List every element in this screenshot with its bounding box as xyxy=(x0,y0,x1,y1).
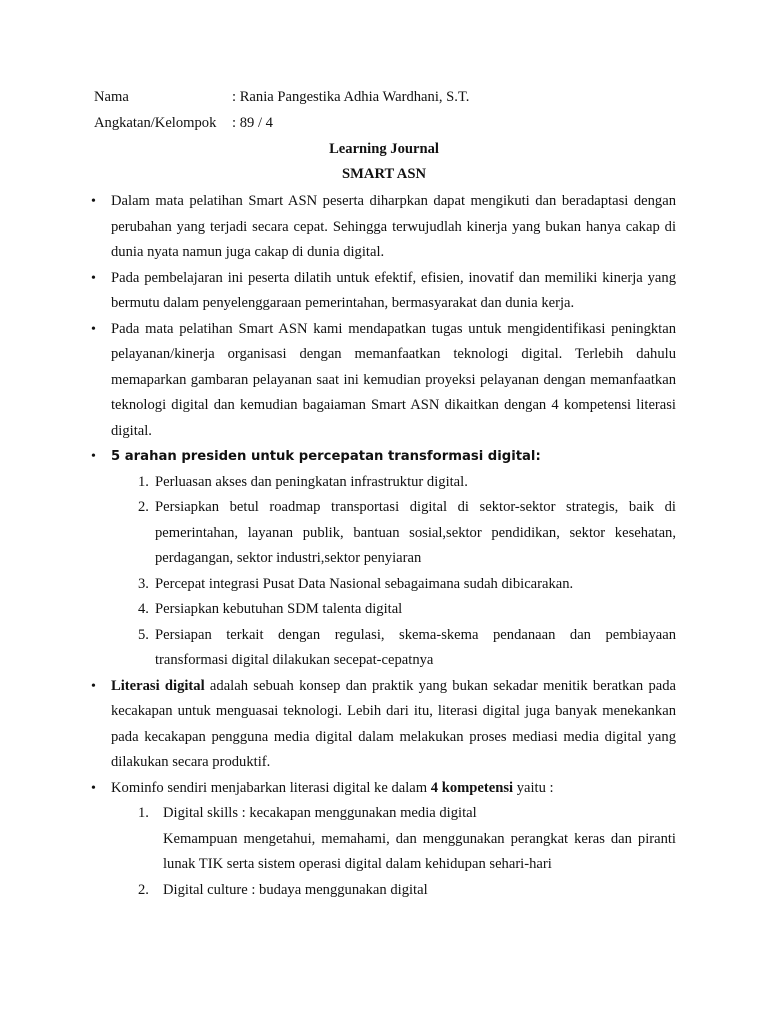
bullet-item-6 xyxy=(96,776,676,802)
list-text: Persiapan terkait dengan regulasi, skema-skema pendanaan dan pembiayaan transformasi digital dilakukan secepat-cepatnya xyxy=(155,626,676,668)
list-number: 2. xyxy=(138,881,149,898)
competency-list xyxy=(96,801,676,903)
list-item xyxy=(96,623,676,674)
list-item xyxy=(96,878,676,904)
literasi-digital-definition: adalah sebuah konsep dan praktik yang bukan sekadar menitik beratkan pada kecakapan untuk menguasai teknologi. Lebih dari itu, literasi digital juga banyak menekankan pada kecakapan pengguna media digital dalam melakukan proses mediasi media digital yang dilakukan secara produktif. xyxy=(111,677,676,770)
group-row xyxy=(94,111,694,137)
list-item xyxy=(96,572,676,598)
bullet-text xyxy=(111,674,676,776)
list-item xyxy=(96,470,676,496)
bullet-item-1 xyxy=(96,189,676,266)
group-value: : 89 / 4 xyxy=(232,115,273,131)
bullet-item-2 xyxy=(96,266,676,317)
list-text: Digital culture : budaya menggunakan digital xyxy=(163,881,428,898)
list-number: 1. xyxy=(138,473,149,490)
competency-intro: Kominfo sendiri menjabarkan literasi digital ke dalam xyxy=(111,779,431,796)
name-label: Nama xyxy=(94,89,129,105)
list-item xyxy=(96,801,676,878)
list-subtext: Kemampuan mengetahui, memahami, dan menggunakan perangkat keras dan piranti lunak TIK serta sistem operasi digital dalam kehidupan sehari-hari xyxy=(163,830,676,872)
list-text: Persiapkan kebutuhan SDM talenta digital xyxy=(155,601,403,617)
list-item xyxy=(96,495,676,572)
list-number: 5. xyxy=(138,626,149,643)
bullet-item-5 xyxy=(96,674,676,776)
list-number: 2. xyxy=(138,499,149,515)
list-text: Perluasan akses dan peningkatan infrastruktur digital. xyxy=(155,473,468,490)
list-text: Percepat integrasi Pusat Data Nasional sebagaimana sudah dibicarakan. xyxy=(155,575,574,592)
name-row xyxy=(94,85,694,111)
competency-intro-end: yaitu : xyxy=(513,779,554,796)
group-label: Angkatan/Kelompok xyxy=(94,115,217,131)
journal-subtitle: SMART ASN xyxy=(342,166,426,182)
list-item xyxy=(96,597,676,623)
list-text: Persiapkan betul roadmap transportasi digital di sektor-sektor strategis, baik di pemerintahan, layanan publik, bantuan sosial,sektor pendidikan, sektor kesehatan, perdagangan, sektor industri,sektor penyiaran xyxy=(155,499,676,566)
bullet-text: • Pada mata pelatihan Smart ASN kami mendapatkan tugas untuk mengidentifikasi peningktan pelayanan/kinerja organisasi dengan memanfaatkan teknologi digital. Terlebih dahulu memaparkan gambaran pelayanan saat ini kemudian proyeksi pelayanan dengan memanfaatkan teknologi digital dan kemudian bagaiaman Smart ASN dikaitkan dengan 4 kompetensi literasi digital. xyxy=(111,320,676,439)
bullet-heading xyxy=(111,444,676,470)
bullet-text: • Pada pembelajaran ini peserta dilatih untuk efektif, efisien, inovatif dan memiliki kinerja yang bermutu dalam penyelenggaraan pemerintahan, bermasyarakat dan dunia kerja. xyxy=(111,269,676,311)
literasi-digital-term: Literasi digital xyxy=(111,677,205,694)
bullet-item-4 xyxy=(96,444,676,470)
list-text: Digital skills : kecakapan menggunakan media digital xyxy=(163,805,477,821)
directives-list xyxy=(96,470,676,674)
bullet-item-3 xyxy=(96,317,676,445)
name-value: : Rania Pangestika Adhia Wardhani, S.T. xyxy=(232,89,470,105)
list-number: 4. xyxy=(138,601,149,617)
list-number: 1. xyxy=(138,805,149,821)
bullet-text: • Dalam mata pelatihan Smart ASN peserta diharpkan dapat mengikuti dan beradaptasi dengan perubahan yang terjadi secara cepat. Sehingga terwujudlah kinerja yang bukan hanya cakap di dunia nyata namun juga cakap di dunia digital. xyxy=(111,193,676,260)
journal-body xyxy=(96,189,676,903)
bullet-text xyxy=(111,776,676,802)
heading-colon: : xyxy=(535,449,541,464)
journal-title: Learning Journal xyxy=(329,141,439,157)
competency-count: 4 kompetensi xyxy=(430,779,514,796)
presidential-directives-heading: 5 arahan presiden untuk percepatan transformasi digital xyxy=(111,449,536,464)
list-number: 3. xyxy=(138,575,149,592)
